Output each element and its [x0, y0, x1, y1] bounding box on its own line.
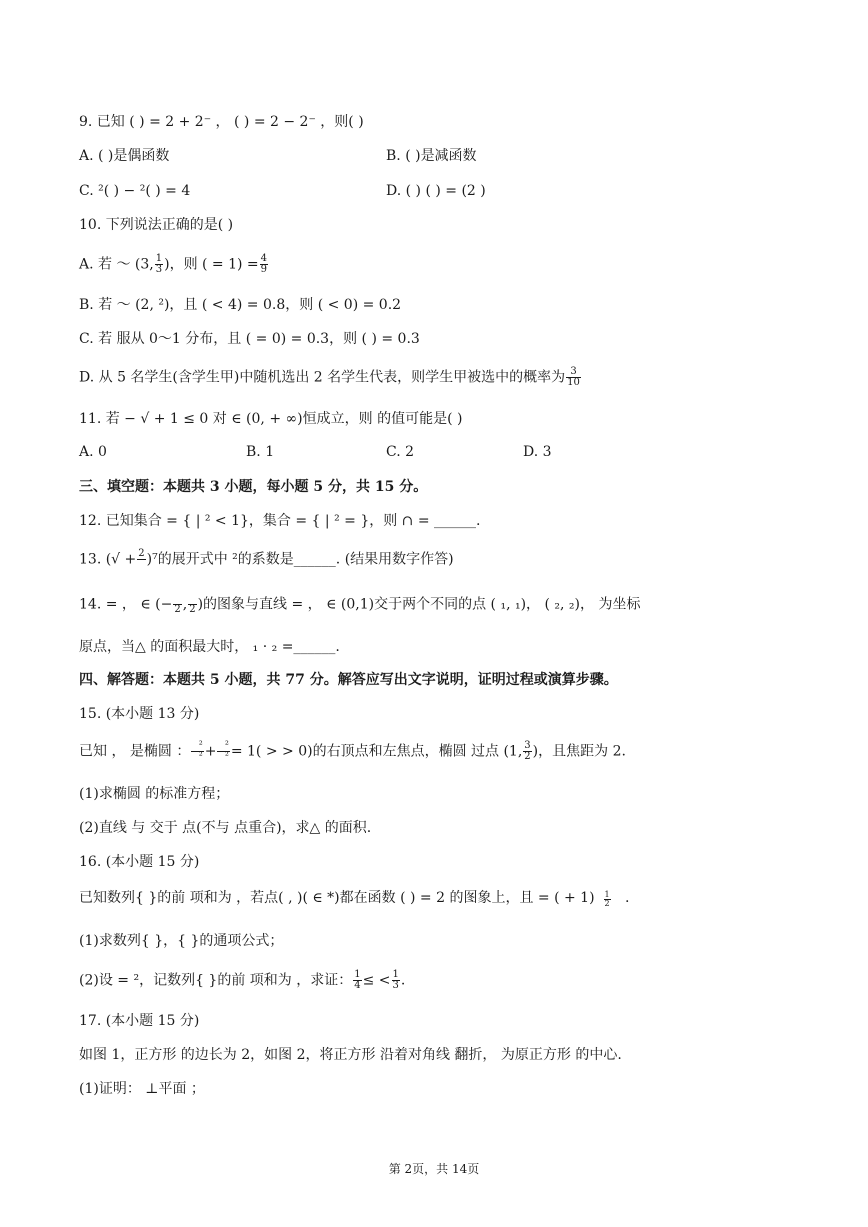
q16-tail-num: 1: [604, 889, 610, 899]
q16-body: [79, 888, 629, 908]
page-footer: 第 2页，共 14页: [388, 1162, 480, 1176]
q11-options: [79, 442, 799, 462]
q13-frac-num: 2: [138, 548, 145, 559]
q15-frac-y: [217, 741, 229, 762]
q16-body-tail: [604, 891, 611, 908]
q9-option-c: C. ²( ) − ²( ) = 4: [79, 183, 191, 199]
q15-frac-y-den: ²: [218, 751, 229, 762]
q16-p2-frac1: [353, 970, 361, 991]
q10-option-b: B. 若 ～ (2, ²)，且 ( < 4) = 0.8，则 ( < 0) = 0.2: [79, 297, 402, 313]
q13-frac-den: [137, 560, 145, 570]
q16-p2-end: .: [400, 972, 406, 989]
q16-part1: (1)求数列{ }，{ }的通项公式；: [79, 933, 284, 949]
q14-frac2-den: 2: [189, 604, 196, 615]
q15-frac-x: [191, 741, 203, 762]
q14-frac2: [188, 594, 196, 615]
q9-option-a: A. ( )是偶函数: [79, 148, 170, 164]
q10-a-mid: )，则 ( = 1) =: [164, 256, 259, 273]
q16-p2-frac1-num: 1: [354, 969, 361, 980]
q10-d-frac: [566, 367, 581, 388]
q16-p2-mid: ≤ <: [362, 972, 391, 989]
q10-stem: 10. 下列说法正确的是( ): [79, 217, 234, 233]
q11-option-b: B. 1: [246, 444, 275, 460]
q15-frac-point: [523, 741, 531, 762]
section3-heading: 三、填空题：本题共 3 小题，每小题 5 分，共 15 分。: [79, 479, 428, 495]
q15-part1: (1)求椭圆 的标准方程；: [79, 786, 230, 802]
q10-a-frac-den: 3: [155, 264, 163, 275]
q14-comma: ,: [182, 596, 188, 613]
q11-stem: 11. 若 − √ + 1 ≤ 0 对 ∈ (0, + ∞)恒成立，则 的值可能是( ): [79, 411, 463, 427]
q9-stem: 9. 已知 ( ) = 2 + 2⁻ ， ( ) = 2 − 2⁻ ，则( ): [79, 114, 364, 130]
q16-p2-frac1-den: 4: [354, 980, 361, 991]
q10-a-pre: A. 若 ～ (3,: [79, 256, 154, 273]
q15-part2: (2)直线 与 交于 点(不与 点重合)，求△ 的面积.: [79, 820, 372, 836]
q15-frac-point-den: 2: [524, 751, 531, 762]
q16-p2-frac2: [392, 970, 400, 991]
q15-frac-x-den: ²: [192, 751, 203, 762]
q11-option-c: C. 2: [386, 444, 415, 460]
q14-frac1: [173, 594, 181, 615]
q14-line1: [79, 594, 640, 615]
q16-part2: [79, 970, 405, 991]
q10-a-frac: [155, 254, 163, 275]
q16-p2-frac2-den: 3: [392, 980, 399, 991]
q16-tail-den: 2: [604, 898, 610, 908]
q15-head: 15. (本小题 13 分): [79, 706, 200, 722]
q15-frac-y-num: ²: [218, 740, 229, 751]
q10-d-frac-den: 10: [567, 377, 580, 388]
q14-post: )的图象与直线 = ， ∈ (0,1)交于两个不同的点 ( ₁, ₁)， ( ₂, ₂)， 为坐标: [197, 596, 641, 613]
q15-frac-point-num: 3: [524, 740, 531, 751]
q16-p2-pre: (2)设 = ²，记数列{ }的前 项和为 ，求证：: [79, 972, 353, 989]
q10-a-frac-num: 1: [155, 253, 163, 264]
section4-heading: 四、解答题：本题共 5 小题，共 77 分。解答应写出文字说明，证明过程或演算步骤。: [79, 672, 618, 688]
q15-body-post: )，且焦距为 2.: [532, 743, 626, 760]
q10-a-frac2: [260, 254, 268, 275]
q10-a-frac2-den: 9: [260, 264, 268, 275]
q10-d-frac-num: 3: [566, 367, 581, 378]
q17-head: 17. (本小题 15 分): [79, 1013, 200, 1029]
q13-pre: 13. (√ +: [79, 551, 137, 568]
q11-option-d: D. 3: [523, 444, 552, 460]
q9-options-row1: [79, 146, 799, 166]
q10-d-pre: D. 从 5 名学生(含学生甲)中随机选出 2 名学生代表，则学生甲被选中的概率为: [79, 369, 566, 386]
q10-a-frac2-num: 4: [260, 253, 268, 264]
q15-body-mid: = 1( > > 0)的右顶点和左焦点，椭圆 过点 (1,: [230, 743, 523, 760]
q12: 12. 已知集合 = { | ² < 1}，集合 = { | ² = }，则 ∩ = ______.: [79, 513, 481, 529]
q10-option-a: [79, 254, 269, 275]
q17-body: 如图 1，正方形 的边长为 2，如图 2，将正方形 沿着对角线 翻折， 为原正方形 的中心.: [79, 1047, 622, 1063]
q14-line2: 原点，当△ 的面积最大时， ₁ · ₂ =______.: [79, 639, 340, 655]
q16-body-end: .: [611, 890, 630, 906]
q10-option-c: C. 若 服从 0～1 分布，且 ( = 0) = 0.3，则 ( ) = 0.3: [79, 331, 420, 347]
q15-body-pre: 已知 ， 是椭圆 ：: [79, 743, 191, 760]
q15-frac-x-num: ²: [192, 740, 203, 751]
q16-head: 16. (本小题 15 分): [79, 854, 200, 870]
q13: [79, 549, 454, 570]
q16-p2-frac2-num: 1: [392, 969, 399, 980]
q9-options-row2: [79, 181, 799, 201]
q13-frac: [137, 549, 145, 570]
q11-option-a: A. 0: [79, 444, 107, 460]
q17-part1: (1)证明： ⊥平面 ；: [79, 1081, 205, 1097]
q10-option-d: [79, 367, 582, 388]
q9-option-d: D. ( ) ( ) = (2 ): [386, 183, 486, 199]
q13-post: )⁷的展开式中 ²的系数是______. (结果用数字作答): [146, 551, 454, 568]
q15-body: 已知 ， 是椭圆 ： $\frac{\text{²}}{\text{²}}$ + $\frac{\text{²}}{\text{²}}$ = 1( > > 0)的右顶点和左焦点，椭圆 过点 (1, $\frac{3}{2}$ )，且焦距为 2.: [79, 740, 626, 762]
q14-pre: 14. = ， ∈ (−: [79, 596, 173, 613]
q9-option-b: B. ( )是减函数: [386, 148, 477, 164]
q14-frac1-den: 2: [174, 604, 181, 615]
q16-body-text: 已知数列{ }的前 项和为 ，若点( , )( ∈ *)都在函数 ( ) = 2 的图象上，且 = ( + 1): [79, 890, 595, 906]
